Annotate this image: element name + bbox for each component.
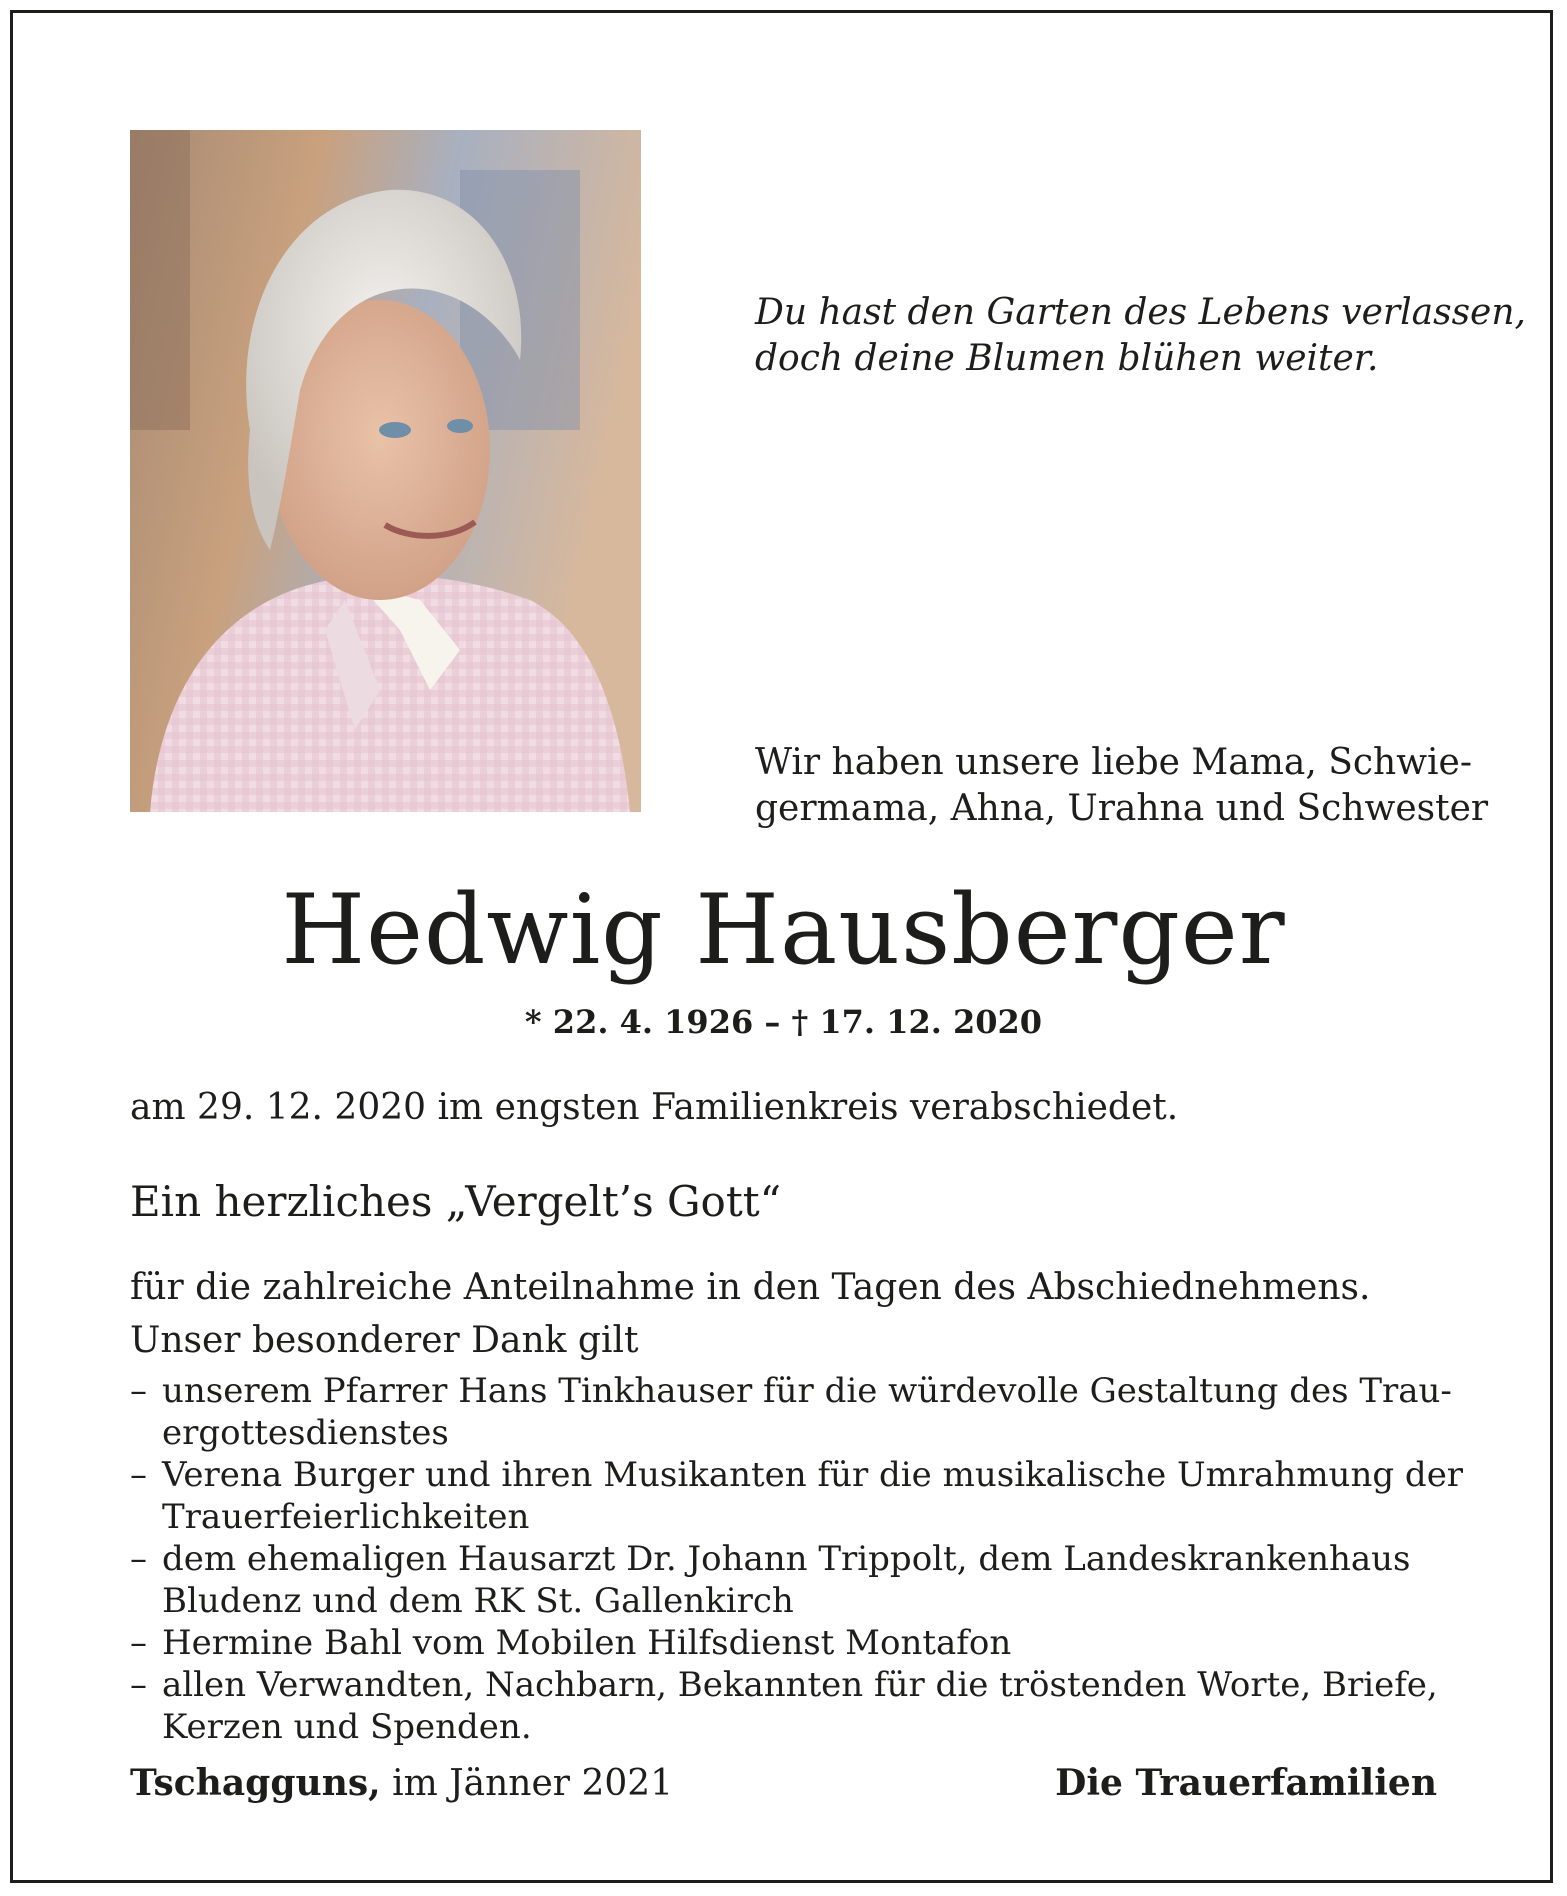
quote-line: Du hast den Garten des Lebens verlassen, xyxy=(755,292,1526,333)
list-item xyxy=(130,1664,1440,1748)
list-item-line: Kerzen und Spenden. xyxy=(162,1707,532,1747)
list-item-line: Trauerfeierlichkeiten xyxy=(162,1497,530,1537)
list-item-line: Verena Burger und ihren Musikanten für die musikalische Umrahmung der xyxy=(162,1455,1464,1495)
list-item-line: Bludenz und dem RK St. Gallenkirch xyxy=(162,1581,794,1621)
list-item-line: unserem Pfarrer Hans Tinkhauser für die würdevolle Gestaltung des Trau- xyxy=(162,1371,1452,1411)
portrait-photo xyxy=(130,130,641,812)
intro-line: germama, Ahna, Urahna und Schwester xyxy=(755,788,1489,829)
thanks-heading: Ein herzliches „Vergelt’s Gott“ xyxy=(130,1177,782,1226)
dash-icon: – xyxy=(130,1665,147,1705)
place-date xyxy=(130,1760,673,1807)
list-item xyxy=(130,1622,1440,1664)
intro-text xyxy=(755,740,1489,832)
intro-line: Wir haben unsere liebe Mama, Schwie- xyxy=(755,742,1473,783)
participation-text: für die zahlreiche Anteilnahme in den Tagen des Abschiednehmens. xyxy=(130,1267,1371,1308)
thanks-list xyxy=(130,1370,1464,1748)
place-name: Tschagguns, xyxy=(130,1762,381,1804)
list-item-line: dem ehemaligen Hausarzt Dr. Johann Trippolt, dem Landeskrankenhaus xyxy=(162,1539,1411,1579)
dash-icon: – xyxy=(130,1623,147,1663)
dash-icon: – xyxy=(130,1371,147,1411)
signature: Die Trauerfamilien xyxy=(1055,1762,1437,1804)
list-item xyxy=(130,1370,1452,1454)
thanks-intro: Unser besonderer Dank gilt xyxy=(130,1320,639,1361)
memorial-quote xyxy=(755,290,1526,382)
deceased-name: Hedwig Hausberger xyxy=(281,874,1286,986)
notice-date: im Jänner 2021 xyxy=(392,1763,674,1804)
quote-line: doch deine Blumen blühen weiter. xyxy=(755,338,1379,379)
farewell-text: am 29. 12. 2020 im engsten Familienkreis verabschiedet. xyxy=(130,1087,1179,1128)
dash-icon: – xyxy=(130,1539,147,1579)
life-dates: * 22. 4. 1926 – † 17. 12. 2020 xyxy=(524,1003,1043,1041)
list-item-line: allen Verwandten, Nachbarn, Bekannten für die tröstenden Worte, Briefe, xyxy=(162,1665,1438,1705)
list-item-line: Hermine Bahl vom Mobilen Hilfsdienst Montafon xyxy=(162,1623,1012,1663)
list-item-line: ergottesdienstes xyxy=(162,1413,449,1453)
list-item xyxy=(130,1454,1464,1538)
dash-icon: – xyxy=(130,1455,147,1495)
list-item xyxy=(130,1538,1440,1622)
